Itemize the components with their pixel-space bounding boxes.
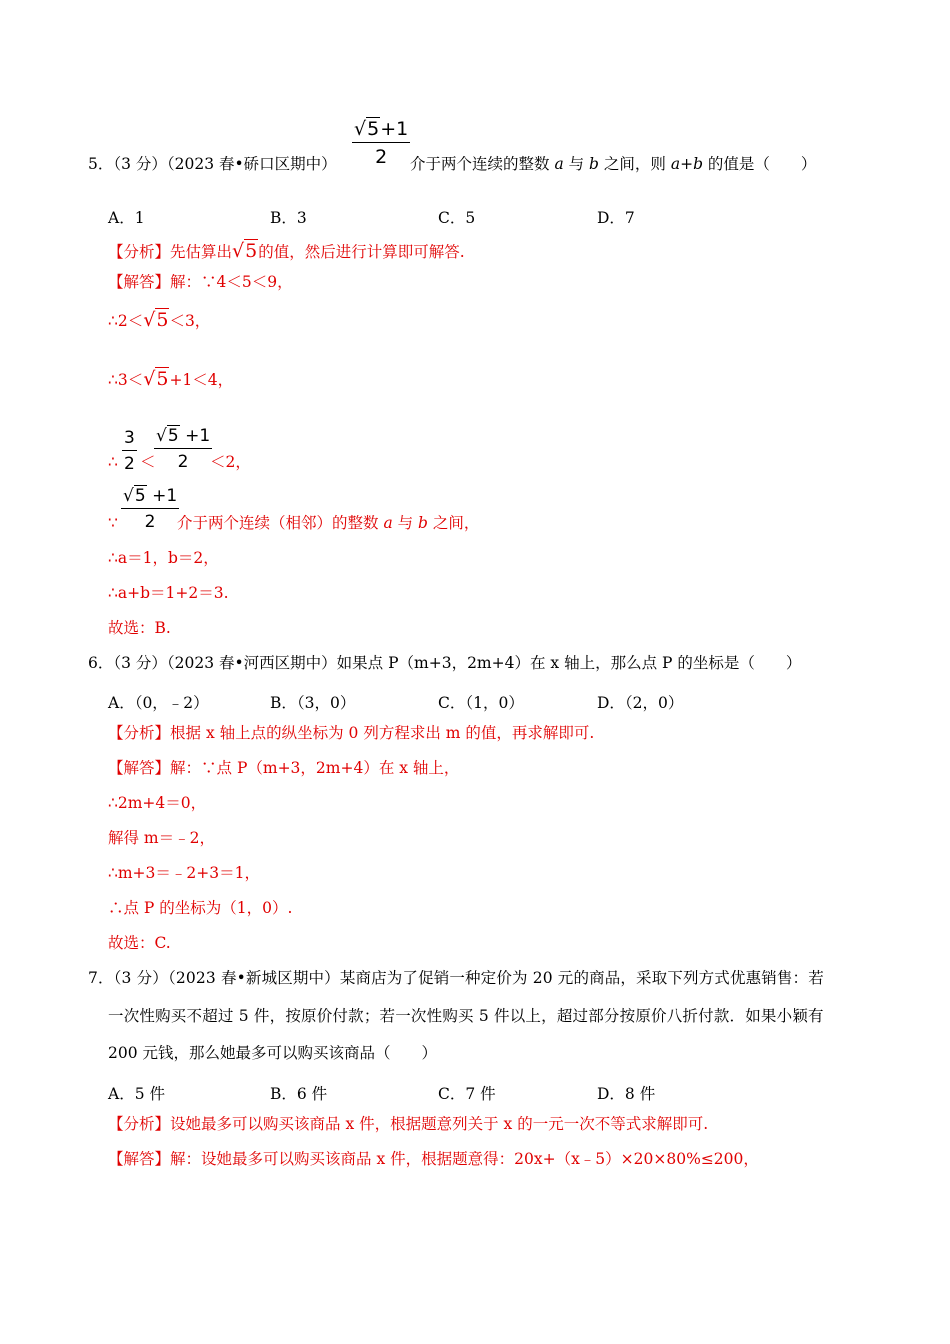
q5-step-4-fraction: $\frac{√5 +1}{2}$ <box>123 486 178 532</box>
q5-choose: 故选：B. <box>108 619 171 637</box>
analysis-tag: 【分析】 <box>108 243 171 261</box>
q6-option-b: B．（3，0） <box>270 694 356 712</box>
q5-stem-suffix: 介于两个连续的整数 a 与 b 之间，则 a+b 的值是（ ） <box>410 155 817 173</box>
sqrt-symbol: √5 <box>123 486 146 506</box>
q5-stem-fraction: $\frac{√5+1}{2}$ <box>354 118 409 168</box>
q5-option-a: A．1 <box>108 209 145 227</box>
q5-analysis: 【分析】先估算出√5的值，然后进行计算即可解答. <box>108 240 465 262</box>
sqrt-symbol: √5 <box>143 368 169 390</box>
q6-step-2: 解得 m＝﹣2， <box>108 829 215 847</box>
sqrt-symbol: √5 <box>156 426 179 446</box>
q6-stem: 6．（3 分）（2023 春•河西区期中）如果点 P（m+3，2m+4）在 x 轴上，那么点 P 的坐标是（ ） <box>88 654 802 672</box>
answer-tag: 【解答】 <box>108 1150 171 1168</box>
q6-option-d: D．（2，0） <box>597 694 684 712</box>
q5-option-b: B．3 <box>270 209 307 227</box>
sqrt-symbol: √5 <box>232 240 258 262</box>
q5-step-2: ∴3＜√5+1＜4， <box>108 368 234 390</box>
q5-option-c: C．5 <box>438 209 476 227</box>
q6-choose: 故选：C. <box>108 934 171 952</box>
q5-step-4-text: 介于两个连续（相邻）的整数 a 与 b 之间， <box>177 514 480 532</box>
q7-stem-line-1: 7．（3 分）（2023 春•新城区期中）某商店为了促销一种定价为 20 元的商品，采取下列方式优惠销售：若 <box>88 969 824 987</box>
q5-step-3-fraction-2: $\frac{√5 +1}{2}$ <box>156 426 211 472</box>
sqrt-symbol: √5 <box>354 118 380 140</box>
q5-step-4-because: ∵ <box>108 514 118 532</box>
analysis-tag: 【分析】 <box>108 1115 171 1133</box>
q7-stem-line-3: 200 元钱，那么她最多可以购买该商品（ ） <box>108 1044 438 1062</box>
q5-step-1: ∴2＜√5＜3， <box>108 309 211 331</box>
q5-step-3-post: ＜2， <box>210 453 251 471</box>
q5-step-3-fraction-1: $\frac{3}{2}$ <box>124 428 135 474</box>
answer-tag: 【解答】 <box>108 759 171 777</box>
q6-analysis: 【分析】根据 x 轴上点的纵坐标为 0 列方程求出 m 的值，再求解即可. <box>108 724 595 742</box>
q7-option-b: B．6 件 <box>270 1085 328 1103</box>
q5-stem: 5．（3 分）（2023 春•硚口区期中） <box>88 155 337 173</box>
q7-analysis: 【分析】设她最多可以购买该商品 x 件，根据题意列关于 x 的一元一次不等式求解即可. <box>108 1115 709 1133</box>
q7-option-a: A．5 件 <box>108 1085 165 1103</box>
q6-step-1: ∴2m+4＝0， <box>108 794 207 812</box>
q7-option-d: D．8 件 <box>597 1085 656 1103</box>
sqrt-symbol: √5 <box>143 309 169 331</box>
q5-step-6: ∴a+b＝1+2＝3. <box>108 584 229 602</box>
q5-step-3-lt: ＜ <box>140 453 156 471</box>
q6-step-3: ∴m+3＝﹣2+3＝1， <box>108 864 260 882</box>
q5-answer: 【解答】解：∵4＜5＜9， <box>108 273 293 291</box>
q5-step-3-therefore: ∴ <box>108 453 118 471</box>
q5-option-d: D．7 <box>597 209 635 227</box>
q5-step-5: ∴a＝1，b＝2， <box>108 549 219 567</box>
q7-answer: 【解答】解：设她最多可以购买该商品 x 件，根据题意得：20x+（x﹣5）×20×80%≤200， <box>108 1150 759 1168</box>
q6-option-a: A．（0，﹣2） <box>108 694 209 712</box>
q7-option-c: C．7 件 <box>438 1085 496 1103</box>
q6-step-4: ∴点 P 的坐标为（1，0）. <box>108 899 293 917</box>
q7-stem-line-2: 一次性购买不超过 5 件，按原价付款；若一次性购买 5 件以上，超过部分按原价八折付款．如果小颖有 <box>108 1007 824 1025</box>
q6-answer: 【解答】解：∵点 P（m+3，2m+4）在 x 轴上， <box>108 759 460 777</box>
q6-option-c: C．（1，0） <box>438 694 524 712</box>
analysis-tag: 【分析】 <box>108 724 171 742</box>
answer-tag: 【解答】 <box>108 273 171 291</box>
